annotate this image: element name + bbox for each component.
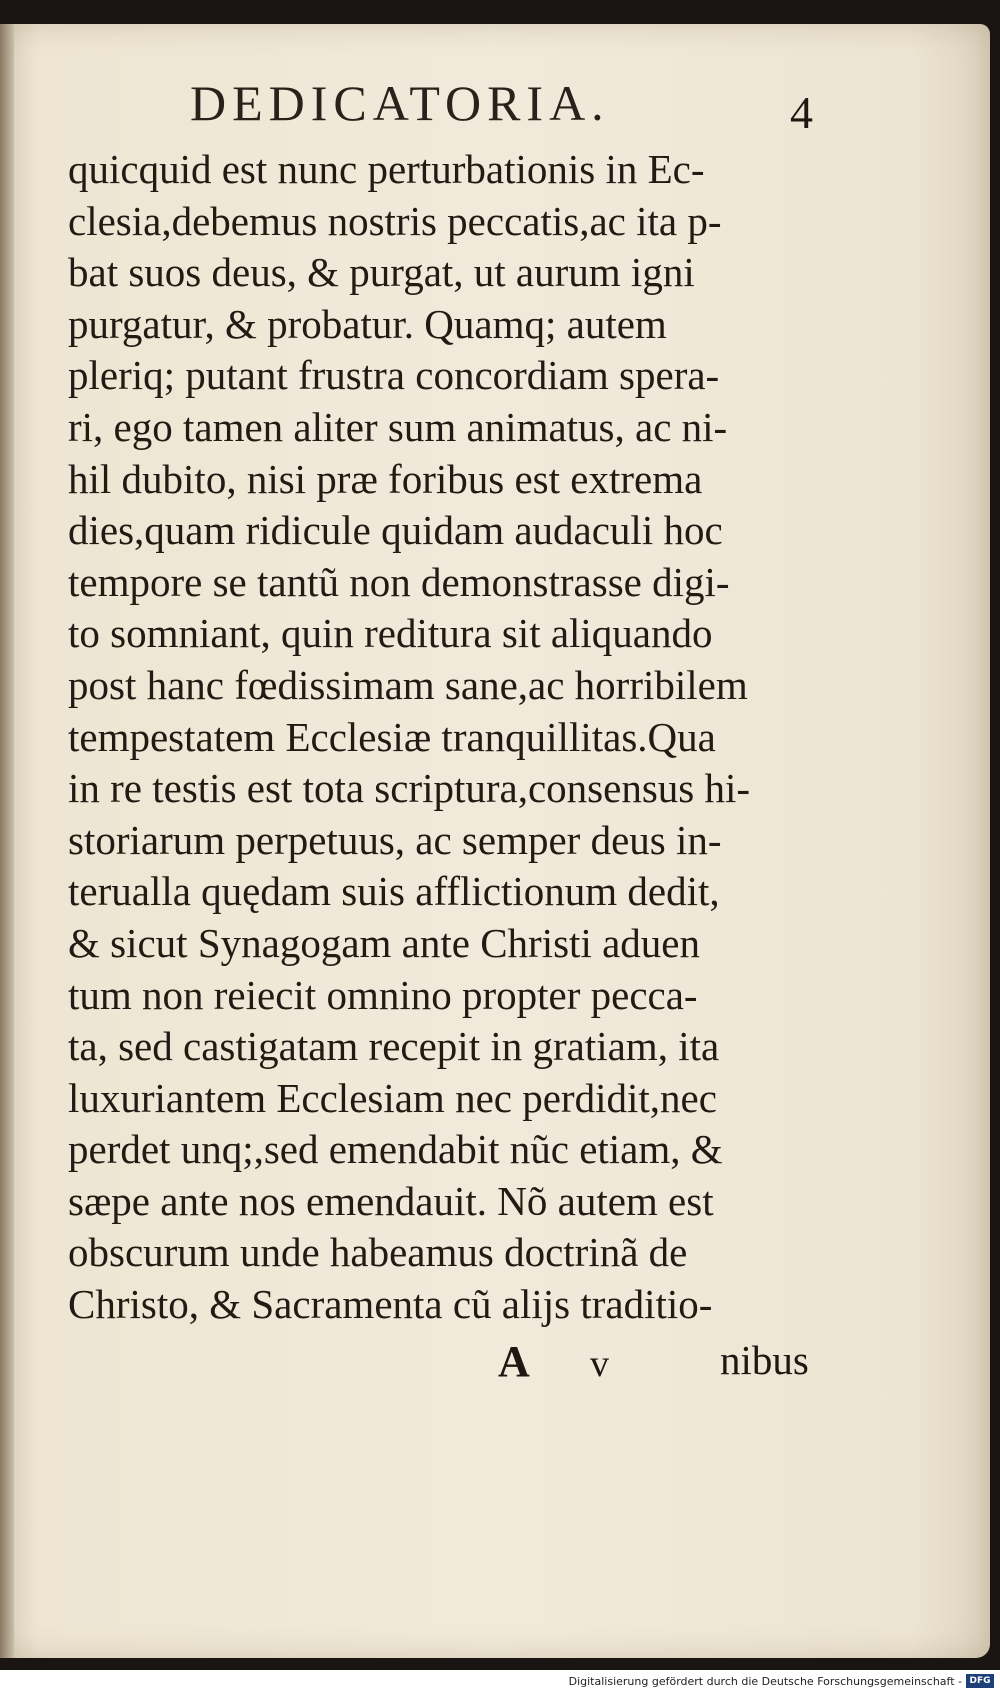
text-line: tum non reiecit omnino propter pecca- <box>68 971 698 1018</box>
text-line: pleriq; putant frustra concordiam spera- <box>68 352 720 399</box>
text-line: quicquid est nunc perturbationis in Ec- <box>68 146 705 192</box>
text-line: storiarum perpetuus, ac semper deus in- <box>68 816 722 863</box>
text-line: & sicut Synagogam ante Christi aduen <box>68 919 700 966</box>
text-line: obscurum unde habeamus doctrinã de <box>68 1229 688 1276</box>
text-line: luxuriantem Ecclesiam nec perdidit,nec <box>68 1074 717 1121</box>
signature-letter: A <box>498 1337 530 1386</box>
dfg-logo: DFG <box>966 1674 994 1688</box>
signature-number: v <box>590 1343 609 1385</box>
signature-row <box>0 1336 990 1396</box>
text-line: hil dubito, nisi præ foribus est extrema <box>68 455 703 502</box>
text-line: bat suos deus, & purgat, ut aurum igni <box>68 249 695 296</box>
body-text <box>68 144 858 1331</box>
text-line: purgatur, & probatur. Quamq; autem <box>68 300 667 347</box>
folio-number: 4 <box>790 87 813 138</box>
text-line: dies,quam ridicule quidam audaculi hoc <box>68 507 723 554</box>
text-line: clesia,debemus nostris peccatis,ac ita p- <box>68 197 722 244</box>
text-line: ri, ego tamen aliter sum animatus, ac ni- <box>68 403 728 450</box>
text-line: tempore se tantũ non demonstrasse digi- <box>68 558 730 605</box>
catchword: nibus <box>720 1337 809 1383</box>
running-head: DEDICATORIA. <box>190 75 610 131</box>
text-line: to somniant, quin reditura sit aliquando <box>68 610 713 657</box>
footer-bar <box>0 1670 1000 1695</box>
text-line: sæpe ante nos emendauit. Nõ autem est <box>68 1177 714 1224</box>
page-gutter-edge <box>0 24 14 1658</box>
funding-credit: Digitalisierung gefördert durch die Deutsche Forschungsgemeinschaft - <box>568 1675 962 1688</box>
text-line: post hanc fœdissimam sane,ac horribilem <box>68 661 748 708</box>
text-line: Christo, & Sacramenta cũ alijs traditio- <box>68 1281 713 1328</box>
text-line: ta, sed castigatam recepit in gratiam, ita <box>68 1023 720 1070</box>
text-line: terualla quędam suis afflictionum dedit, <box>68 868 720 915</box>
text-line: perdet unq;,sed emendabit nũc etiam, & <box>68 1126 723 1173</box>
text-line: in re testis est tota scriptura,consensus hi- <box>68 765 751 812</box>
text-line: tempestatem Ecclesiæ tranquillitas.Qua <box>68 713 716 760</box>
